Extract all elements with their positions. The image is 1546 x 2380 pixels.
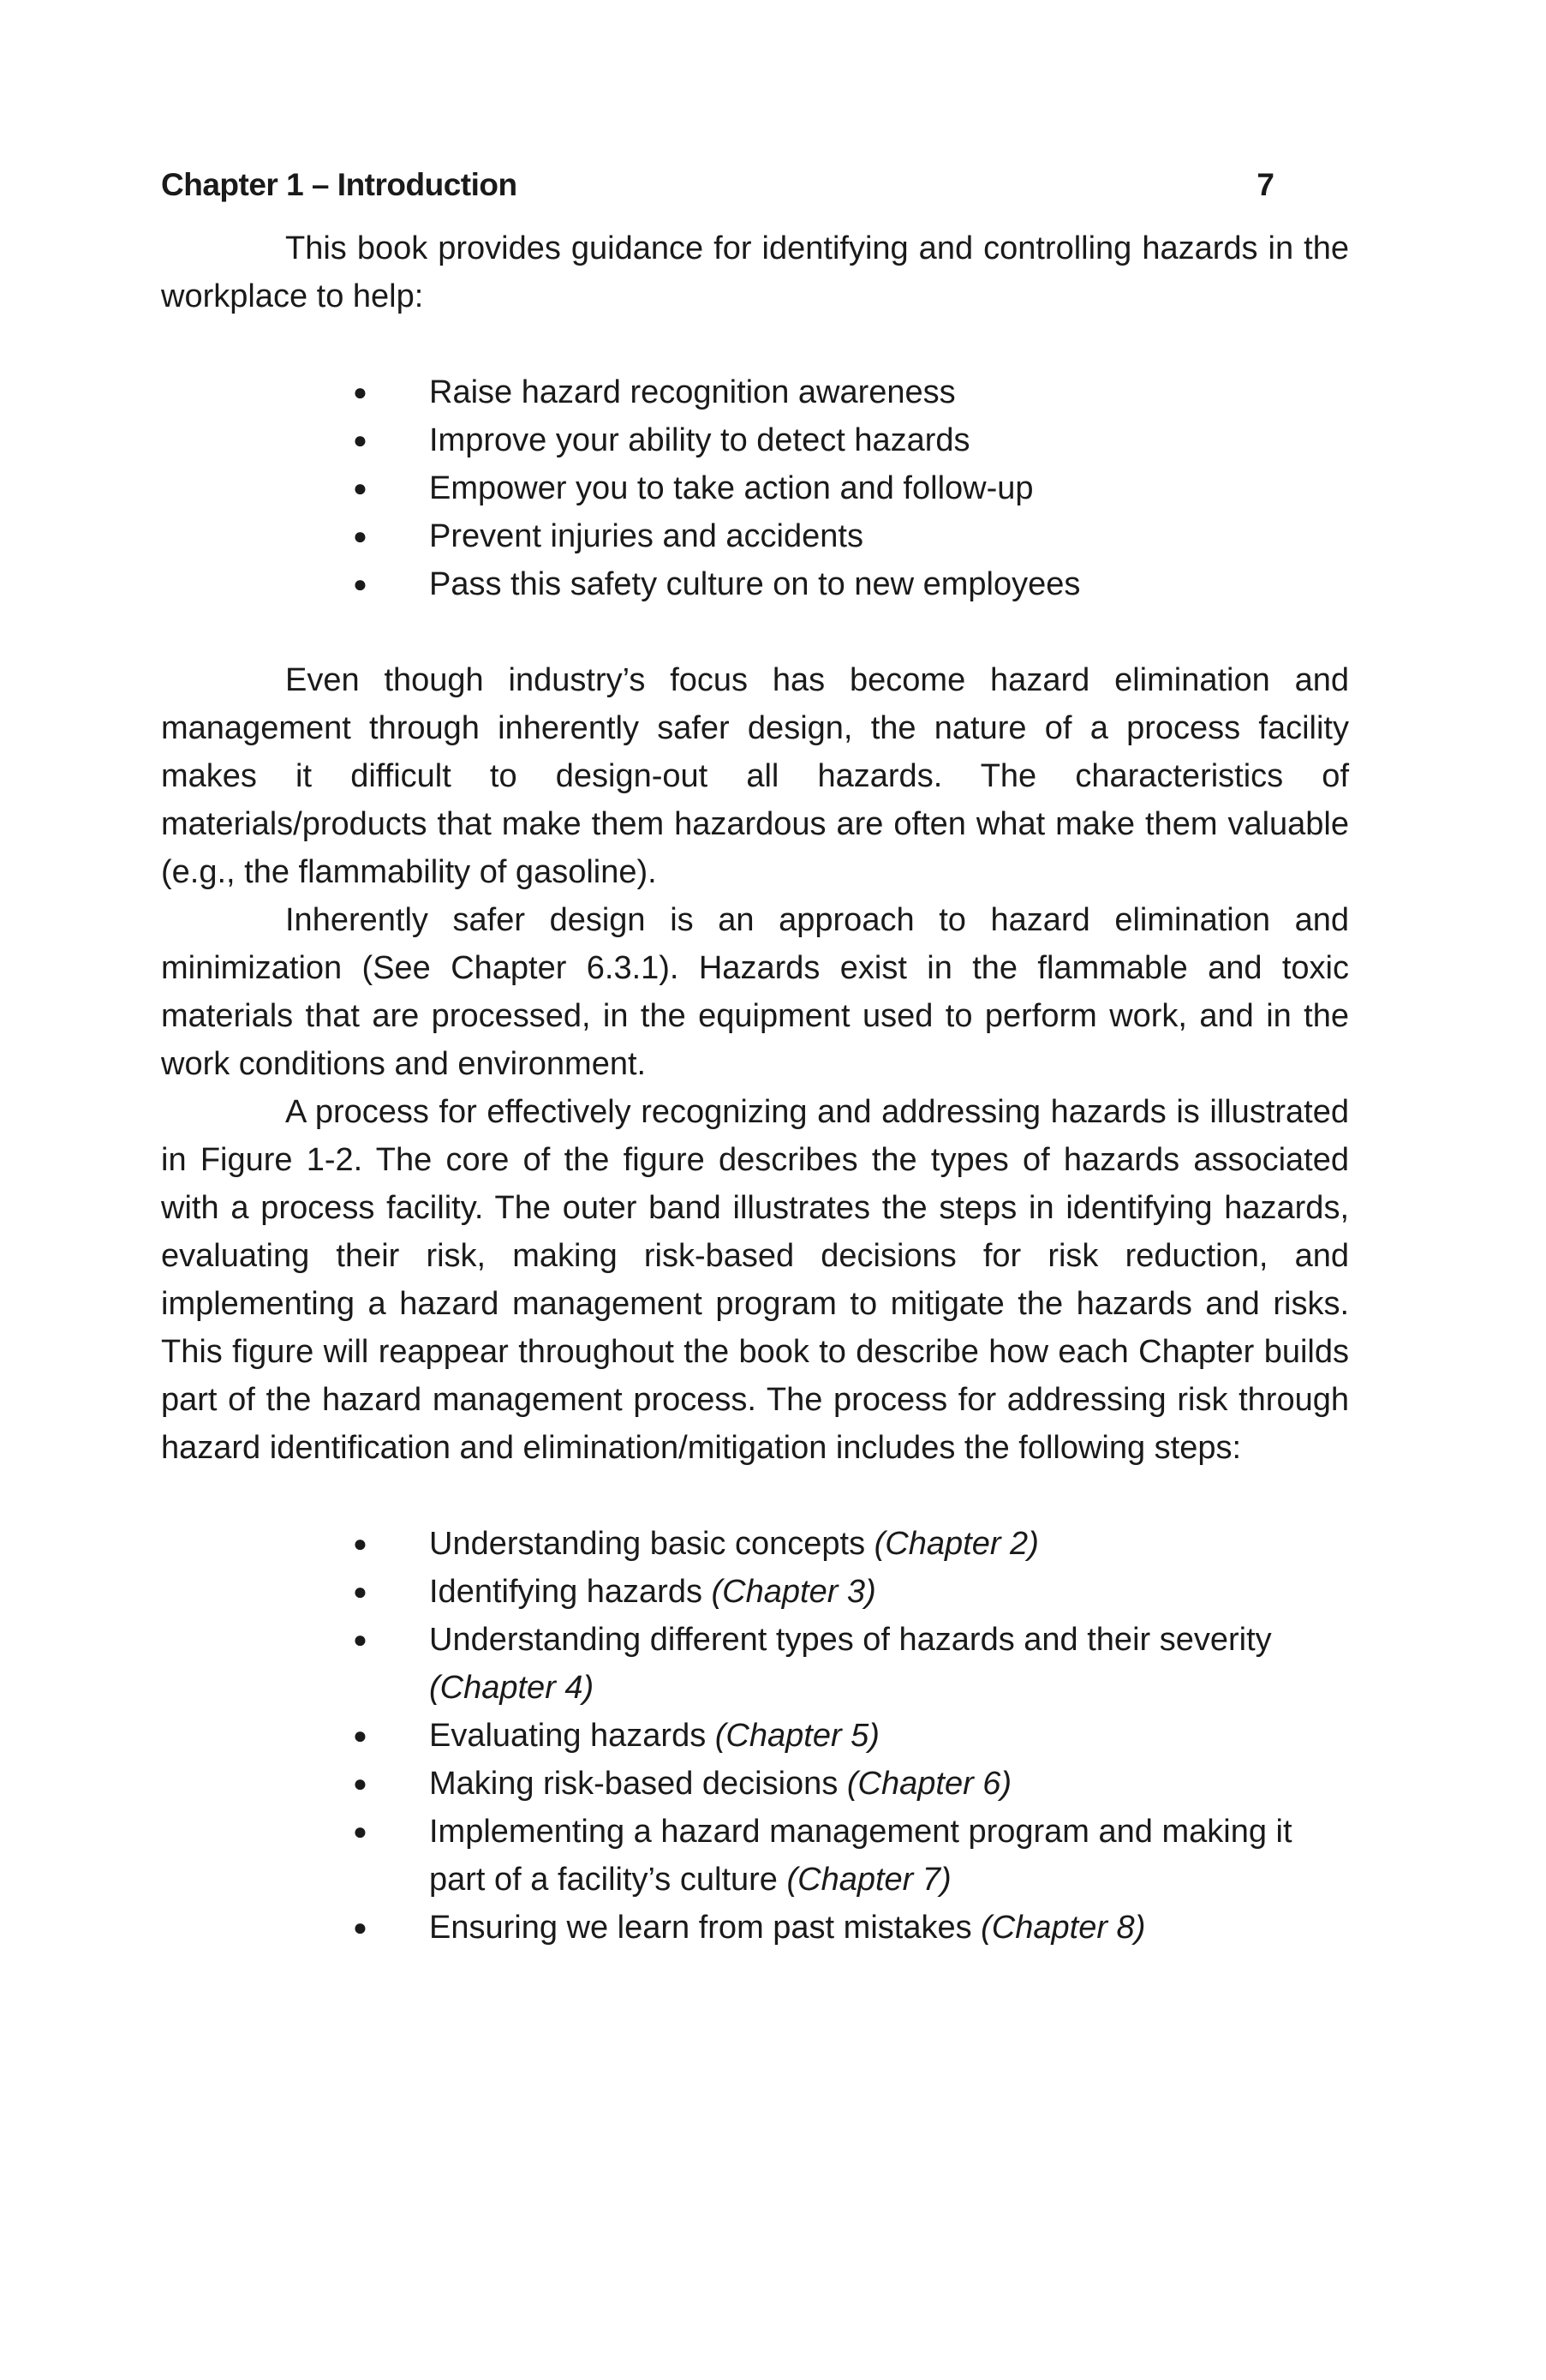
list-item — [353, 1520, 1349, 1568]
chapter-reference: (Chapter 8) — [981, 1910, 1146, 1946]
chapter-reference: (Chapter 4) — [429, 1670, 594, 1706]
chapter-title: Chapter 1 – Introduction — [161, 167, 517, 202]
list-item — [353, 1616, 1349, 1712]
body-paragraph: Inherently safer design is an approach to hazard elimination and minimization (See Chapter 6.3.1). Hazards exist in the flammable and toxic materials that are processed, in the equipment used to perform work, and in the work conditions and environment. — [161, 902, 1349, 1082]
list-item-text: Empower you to take action and follow-up — [429, 470, 1034, 506]
chapter-reference: (Chapter 7) — [786, 1862, 952, 1898]
bullet-icon: ● — [353, 571, 367, 597]
page-number: 7 — [1256, 167, 1274, 202]
step-text: Ensuring we learn from past mistakes — [429, 1910, 982, 1946]
bullet-icon: ● — [353, 427, 367, 453]
bullet-icon: ● — [353, 1818, 367, 1845]
intro-paragraph: This book provides guidance for identifying and controlling hazards in the workplace to help: — [161, 230, 1349, 314]
bullet-icon: ● — [353, 1770, 367, 1797]
list-item — [353, 416, 1349, 464]
body-paragraph: A process for effectively recognizing and addressing hazards is illustrated in Figure 1-2. The core of the figure describes the types of hazards associated with a process facility. The outer band illustrates the steps in identifying hazards, evaluating their risk, making risk-based decisions for risk reduction, and implementing a hazard management program to mitigate the hazards and risks. This figure will reappear throughout the book to describe how each Chapter builds part of the hazard management process. The process for addressing risk through hazard identification and elimination/mitigation includes the following steps: — [161, 1094, 1349, 1466]
step-text: Understanding different types of hazards and their severity — [429, 1622, 1272, 1658]
bullet-icon: ● — [353, 1626, 367, 1653]
chapter-reference: (Chapter 2) — [874, 1526, 1039, 1562]
step-text: Identifying hazards — [429, 1574, 712, 1610]
list-item-text: Pass this safety culture on to new employees — [429, 566, 1081, 602]
list-item — [353, 464, 1349, 512]
bullet-icon: ● — [353, 475, 367, 501]
bullet-icon: ● — [353, 1530, 367, 1557]
list-item — [353, 512, 1349, 560]
step-text: Understanding basic concepts — [429, 1526, 874, 1562]
bullet-icon: ● — [353, 523, 367, 549]
page-body — [161, 224, 1349, 1952]
list-item-text: Improve your ability to detect hazards — [429, 422, 970, 458]
list-item-text: Raise hazard recognition awareness — [429, 374, 956, 410]
list-item-text: Prevent injuries and accidents — [429, 518, 863, 554]
list-item — [353, 1808, 1349, 1904]
bullet-icon: ● — [353, 379, 367, 405]
bullet-icon: ● — [353, 1722, 367, 1749]
step-text: Evaluating hazards — [429, 1718, 715, 1754]
chapter-reference: (Chapter 5) — [714, 1718, 880, 1754]
bullet-icon: ● — [353, 1578, 367, 1605]
step-text: Making risk-based decisions — [429, 1766, 847, 1802]
list-item — [353, 1568, 1349, 1616]
chapter-reference: (Chapter 3) — [711, 1574, 876, 1610]
list-item — [353, 1760, 1349, 1808]
list-item — [353, 368, 1349, 416]
bullet-icon: ● — [353, 1914, 367, 1940]
steps-list — [161, 1520, 1349, 1952]
running-header — [161, 163, 1274, 207]
goals-list — [161, 368, 1349, 608]
step-text: Implementing a hazard management program and making it part of a facility’s culture — [429, 1814, 1292, 1898]
list-item — [353, 1712, 1349, 1760]
list-item — [353, 560, 1349, 608]
body-paragraph: Even though industry’s focus has become hazard elimination and management through inherently safer design, the nature of a process facility makes it difficult to design-out all hazards. The characteristics of materials/products that make them hazardous are often what make them valuable (e.g., the flammability of gasoline). — [161, 662, 1349, 890]
chapter-reference: (Chapter 6) — [846, 1766, 1012, 1802]
list-item — [353, 1904, 1349, 1952]
